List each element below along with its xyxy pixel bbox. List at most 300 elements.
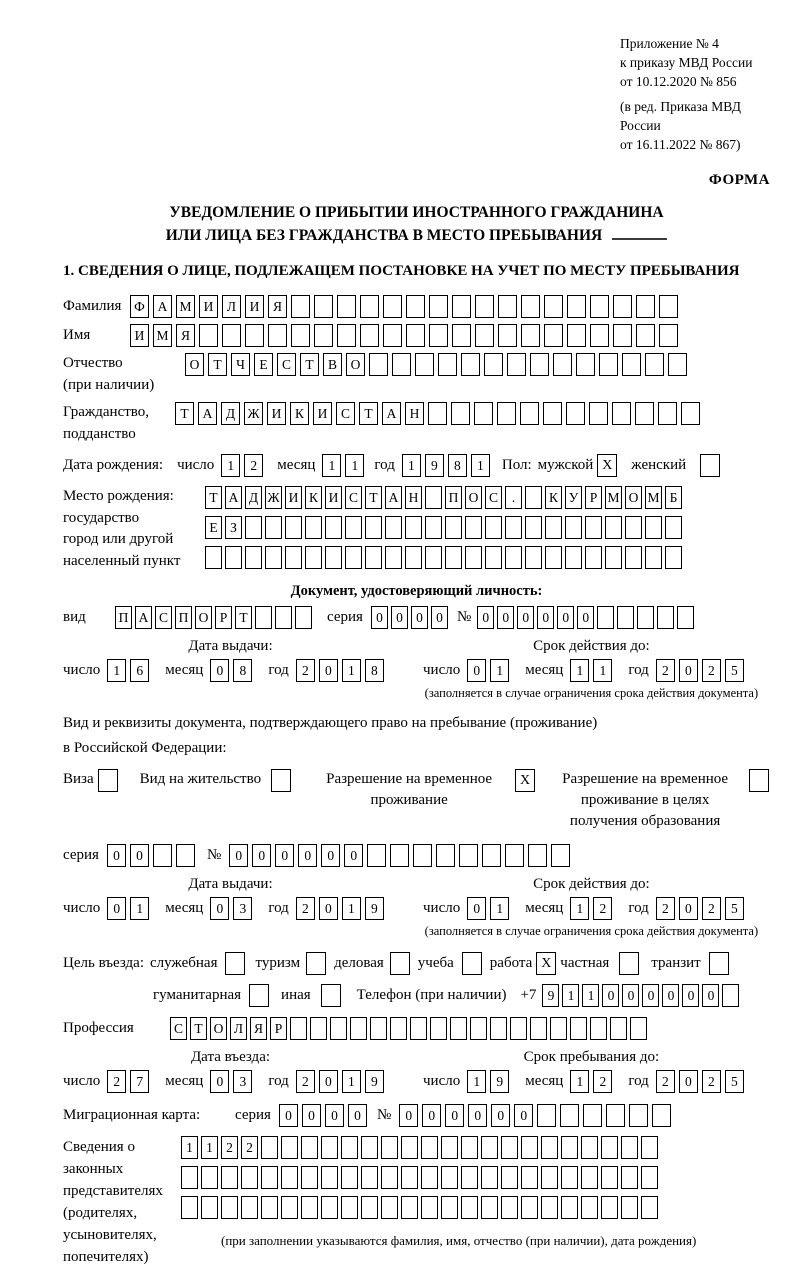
form-cell[interactable] (451, 402, 470, 425)
form-cell[interactable]: А (385, 486, 402, 509)
form-cell[interactable]: 0 (679, 897, 698, 920)
form-cell[interactable] (441, 1136, 458, 1159)
form-cell[interactable]: 1 (342, 1070, 361, 1093)
form-cell[interactable] (383, 295, 402, 318)
form-cell[interactable]: 0 (497, 606, 514, 629)
form-cell[interactable] (659, 295, 678, 318)
form-cell[interactable] (485, 546, 502, 569)
form-cell[interactable] (521, 1196, 538, 1219)
form-cell[interactable] (291, 295, 310, 318)
form-cell[interactable] (461, 1196, 478, 1219)
form-cell[interactable] (385, 546, 402, 569)
form-cell[interactable] (565, 516, 582, 539)
form-cell[interactable] (543, 402, 562, 425)
form-cell[interactable]: З (225, 516, 242, 539)
form-cell[interactable] (345, 546, 362, 569)
form-cell[interactable] (421, 1166, 438, 1189)
form-cell[interactable] (521, 324, 540, 347)
form-cell[interactable]: 0 (321, 844, 340, 867)
form-cell[interactable] (341, 1196, 358, 1219)
form-cell[interactable]: 2 (107, 1070, 126, 1093)
form-cell[interactable] (481, 1136, 498, 1159)
form-cell[interactable]: 0 (348, 1104, 367, 1127)
form-cell[interactable] (301, 1166, 318, 1189)
temp-residence-checkbox[interactable]: X (515, 769, 535, 792)
form-cell[interactable]: 0 (557, 606, 574, 629)
form-cell[interactable] (459, 844, 478, 867)
form-cell[interactable] (410, 1017, 427, 1040)
form-cell[interactable] (381, 1136, 398, 1159)
form-cell[interactable] (525, 516, 542, 539)
form-cell[interactable] (285, 546, 302, 569)
form-cell[interactable] (361, 1166, 378, 1189)
form-cell[interactable] (581, 1136, 598, 1159)
form-cell[interactable] (275, 606, 292, 629)
form-cell[interactable] (325, 516, 342, 539)
sex-male-checkbox[interactable]: X (597, 454, 617, 477)
form-cell[interactable]: У (565, 486, 582, 509)
form-cell[interactable]: 1 (570, 659, 589, 682)
form-cell[interactable]: 0 (467, 659, 486, 682)
form-cell[interactable] (567, 324, 586, 347)
form-cell[interactable]: 2 (656, 1070, 675, 1093)
form-cell[interactable] (360, 324, 379, 347)
form-cell[interactable]: Т (208, 353, 227, 376)
form-cell[interactable] (401, 1166, 418, 1189)
form-cell[interactable] (285, 516, 302, 539)
form-cell[interactable]: Ж (244, 402, 263, 425)
form-cell[interactable] (281, 1166, 298, 1189)
form-cell[interactable] (541, 1136, 558, 1159)
form-cell[interactable]: 0 (477, 606, 494, 629)
residence-permit-checkbox[interactable] (271, 769, 291, 792)
form-cell[interactable] (421, 1136, 438, 1159)
form-cell[interactable] (321, 1136, 338, 1159)
purpose-business-checkbox[interactable] (390, 952, 410, 975)
form-cell[interactable]: П (445, 486, 462, 509)
form-cell[interactable] (425, 516, 442, 539)
form-cell[interactable] (581, 1196, 598, 1219)
form-cell[interactable]: 0 (467, 897, 486, 920)
form-cell[interactable]: 9 (365, 1070, 384, 1093)
form-cell[interactable]: Л (222, 295, 241, 318)
form-cell[interactable]: Ф (130, 295, 149, 318)
form-cell[interactable] (665, 516, 682, 539)
form-cell[interactable]: Р (585, 486, 602, 509)
form-cell[interactable] (245, 324, 264, 347)
form-cell[interactable]: 0 (602, 984, 619, 1007)
form-cell[interactable]: 2 (702, 659, 721, 682)
form-cell[interactable] (560, 1104, 579, 1127)
form-cell[interactable] (261, 1136, 278, 1159)
form-cell[interactable] (576, 353, 595, 376)
form-cell[interactable] (641, 1136, 658, 1159)
form-cell[interactable]: С (155, 606, 172, 629)
form-cell[interactable]: 0 (682, 984, 699, 1007)
form-cell[interactable] (199, 324, 218, 347)
form-cell[interactable] (261, 1196, 278, 1219)
form-cell[interactable] (589, 402, 608, 425)
form-cell[interactable] (452, 324, 471, 347)
form-cell[interactable]: 2 (241, 1136, 258, 1159)
form-cell[interactable] (561, 1166, 578, 1189)
form-cell[interactable]: 0 (422, 1104, 441, 1127)
form-cell[interactable]: О (185, 353, 204, 376)
form-cell[interactable] (221, 1166, 238, 1189)
purpose-private-checkbox[interactable] (619, 952, 639, 975)
form-cell[interactable]: 0 (298, 844, 317, 867)
form-cell[interactable]: И (199, 295, 218, 318)
form-cell[interactable] (225, 546, 242, 569)
form-cell[interactable] (645, 516, 662, 539)
form-cell[interactable] (301, 1136, 318, 1159)
form-cell[interactable] (401, 1136, 418, 1159)
form-cell[interactable]: 2 (702, 1070, 721, 1093)
form-cell[interactable]: С (277, 353, 296, 376)
form-cell[interactable] (310, 1017, 327, 1040)
form-cell[interactable]: Ч (231, 353, 250, 376)
form-cell[interactable]: Д (221, 402, 240, 425)
form-cell[interactable] (268, 324, 287, 347)
form-cell[interactable] (305, 546, 322, 569)
form-cell[interactable] (621, 1166, 638, 1189)
form-cell[interactable] (461, 353, 480, 376)
form-cell[interactable]: Ж (265, 486, 282, 509)
form-cell[interactable] (521, 1166, 538, 1189)
form-cell[interactable] (205, 546, 222, 569)
form-cell[interactable]: 9 (542, 984, 559, 1007)
purpose-humanitarian-checkbox[interactable] (249, 984, 269, 1007)
form-cell[interactable] (321, 1196, 338, 1219)
form-cell[interactable] (222, 324, 241, 347)
form-cell[interactable]: Р (215, 606, 232, 629)
form-cell[interactable]: 0 (431, 606, 448, 629)
form-cell[interactable]: 2 (296, 659, 315, 682)
form-cell[interactable]: 2 (296, 1070, 315, 1093)
form-cell[interactable] (482, 844, 501, 867)
form-cell[interactable] (201, 1196, 218, 1219)
form-cell[interactable] (636, 295, 655, 318)
purpose-study-checkbox[interactable] (462, 952, 482, 975)
form-cell[interactable]: 1 (342, 659, 361, 682)
form-cell[interactable] (658, 402, 677, 425)
form-cell[interactable]: 0 (642, 984, 659, 1007)
form-cell[interactable]: 1 (570, 1070, 589, 1093)
form-cell[interactable]: 0 (514, 1104, 533, 1127)
form-cell[interactable] (445, 516, 462, 539)
form-cell[interactable] (392, 353, 411, 376)
form-cell[interactable]: С (336, 402, 355, 425)
form-cell[interactable] (436, 844, 455, 867)
form-cell[interactable]: Е (205, 516, 222, 539)
form-cell[interactable] (561, 1196, 578, 1219)
form-cell[interactable] (652, 1104, 671, 1127)
form-cell[interactable] (570, 1017, 587, 1040)
form-cell[interactable]: 0 (622, 984, 639, 1007)
form-cell[interactable]: 2 (656, 897, 675, 920)
form-cell[interactable] (341, 1166, 358, 1189)
form-cell[interactable] (561, 1136, 578, 1159)
form-cell[interactable]: 1 (181, 1136, 198, 1159)
form-cell[interactable] (501, 1136, 518, 1159)
form-cell[interactable] (722, 984, 739, 1007)
form-cell[interactable] (475, 324, 494, 347)
form-cell[interactable]: К (305, 486, 322, 509)
form-cell[interactable]: 0 (275, 844, 294, 867)
form-cell[interactable]: 0 (411, 606, 428, 629)
form-cell[interactable]: 5 (725, 659, 744, 682)
form-cell[interactable] (425, 546, 442, 569)
form-cell[interactable]: О (465, 486, 482, 509)
form-cell[interactable]: 0 (577, 606, 594, 629)
form-cell[interactable]: 1 (345, 454, 364, 477)
form-cell[interactable]: В (323, 353, 342, 376)
form-cell[interactable] (507, 353, 526, 376)
form-cell[interactable]: К (290, 402, 309, 425)
form-cell[interactable] (606, 1104, 625, 1127)
form-cell[interactable] (406, 324, 425, 347)
form-cell[interactable] (429, 295, 448, 318)
form-cell[interactable] (369, 353, 388, 376)
form-cell[interactable]: Т (235, 606, 252, 629)
form-cell[interactable] (657, 606, 674, 629)
form-cell[interactable]: 0 (319, 1070, 338, 1093)
form-cell[interactable] (245, 546, 262, 569)
form-cell[interactable]: 6 (130, 659, 149, 682)
form-cell[interactable]: 0 (537, 606, 554, 629)
form-cell[interactable]: П (175, 606, 192, 629)
form-cell[interactable]: 8 (365, 659, 384, 682)
form-cell[interactable]: 2 (244, 454, 263, 477)
form-cell[interactable]: Я (268, 295, 287, 318)
form-cell[interactable]: 1 (570, 897, 589, 920)
form-cell[interactable] (567, 295, 586, 318)
form-cell[interactable]: 1 (490, 659, 509, 682)
form-cell[interactable] (530, 1017, 547, 1040)
form-cell[interactable]: И (313, 402, 332, 425)
form-cell[interactable] (581, 1166, 598, 1189)
form-cell[interactable]: 0 (399, 1104, 418, 1127)
form-cell[interactable]: 0 (371, 606, 388, 629)
form-cell[interactable]: 0 (391, 606, 408, 629)
form-cell[interactable] (221, 1196, 238, 1219)
form-cell[interactable]: 0 (679, 659, 698, 682)
form-cell[interactable] (330, 1017, 347, 1040)
form-cell[interactable]: 9 (365, 897, 384, 920)
purpose-transit-checkbox[interactable] (709, 952, 729, 975)
purpose-work-checkbox[interactable]: X (536, 952, 556, 975)
form-cell[interactable]: Я (176, 324, 195, 347)
form-cell[interactable] (545, 516, 562, 539)
form-cell[interactable] (465, 546, 482, 569)
form-cell[interactable]: И (267, 402, 286, 425)
form-cell[interactable] (553, 353, 572, 376)
form-cell[interactable] (528, 844, 547, 867)
form-cell[interactable]: 0 (229, 844, 248, 867)
form-cell[interactable] (176, 844, 195, 867)
form-cell[interactable]: 0 (279, 1104, 298, 1127)
form-cell[interactable] (428, 402, 447, 425)
form-cell[interactable] (601, 1166, 618, 1189)
form-cell[interactable] (481, 1196, 498, 1219)
form-cell[interactable]: И (130, 324, 149, 347)
form-cell[interactable] (613, 324, 632, 347)
form-cell[interactable]: О (195, 606, 212, 629)
form-cell[interactable] (585, 516, 602, 539)
form-cell[interactable] (610, 1017, 627, 1040)
form-cell[interactable]: 2 (593, 897, 612, 920)
form-cell[interactable] (544, 295, 563, 318)
form-cell[interactable] (505, 844, 524, 867)
form-cell[interactable] (321, 1166, 338, 1189)
form-cell[interactable]: 1 (130, 897, 149, 920)
form-cell[interactable] (625, 546, 642, 569)
form-cell[interactable] (325, 546, 342, 569)
form-cell[interactable]: П (115, 606, 132, 629)
form-cell[interactable]: Д (245, 486, 262, 509)
form-cell[interactable]: 0 (491, 1104, 510, 1127)
form-cell[interactable] (630, 1017, 647, 1040)
form-cell[interactable] (622, 353, 641, 376)
form-cell[interactable]: Т (175, 402, 194, 425)
form-cell[interactable]: 0 (252, 844, 271, 867)
form-cell[interactable] (668, 353, 687, 376)
form-cell[interactable] (465, 516, 482, 539)
form-cell[interactable] (181, 1166, 198, 1189)
form-cell[interactable] (314, 324, 333, 347)
form-cell[interactable] (350, 1017, 367, 1040)
form-cell[interactable]: 5 (725, 897, 744, 920)
form-cell[interactable] (429, 324, 448, 347)
form-cell[interactable] (441, 1166, 458, 1189)
form-cell[interactable]: 0 (319, 659, 338, 682)
form-cell[interactable]: 2 (702, 897, 721, 920)
form-cell[interactable]: Т (300, 353, 319, 376)
form-cell[interactable]: О (625, 486, 642, 509)
form-cell[interactable]: А (135, 606, 152, 629)
form-cell[interactable]: 0 (468, 1104, 487, 1127)
form-cell[interactable]: И (245, 295, 264, 318)
form-cell[interactable] (406, 295, 425, 318)
form-cell[interactable]: 3 (233, 897, 252, 920)
form-cell[interactable] (390, 844, 409, 867)
form-cell[interactable]: 1 (342, 897, 361, 920)
form-cell[interactable] (629, 1104, 648, 1127)
form-cell[interactable]: 0 (445, 1104, 464, 1127)
form-cell[interactable]: 0 (210, 659, 229, 682)
form-cell[interactable] (530, 353, 549, 376)
sex-female-checkbox[interactable] (700, 454, 720, 477)
form-cell[interactable] (645, 353, 664, 376)
form-cell[interactable] (583, 1104, 602, 1127)
form-cell[interactable] (401, 1196, 418, 1219)
form-cell[interactable] (612, 402, 631, 425)
form-cell[interactable] (545, 546, 562, 569)
form-cell[interactable] (390, 1017, 407, 1040)
form-cell[interactable] (597, 606, 614, 629)
form-cell[interactable] (345, 516, 362, 539)
form-cell[interactable] (441, 1196, 458, 1219)
form-cell[interactable] (635, 402, 654, 425)
form-cell[interactable]: 0 (517, 606, 534, 629)
form-cell[interactable]: К (545, 486, 562, 509)
form-cell[interactable]: 0 (679, 1070, 698, 1093)
form-cell[interactable]: Н (405, 402, 424, 425)
form-cell[interactable] (505, 516, 522, 539)
form-cell[interactable] (281, 1196, 298, 1219)
form-cell[interactable] (601, 1196, 618, 1219)
form-cell[interactable]: Н (405, 486, 422, 509)
form-cell[interactable] (405, 546, 422, 569)
form-cell[interactable]: Б (665, 486, 682, 509)
form-cell[interactable] (245, 516, 262, 539)
form-cell[interactable] (383, 324, 402, 347)
form-cell[interactable]: 0 (344, 844, 363, 867)
form-cell[interactable]: 1 (582, 984, 599, 1007)
form-cell[interactable]: А (382, 402, 401, 425)
form-cell[interactable]: С (345, 486, 362, 509)
form-cell[interactable] (659, 324, 678, 347)
form-cell[interactable]: Т (359, 402, 378, 425)
form-cell[interactable]: 0 (325, 1104, 344, 1127)
form-cell[interactable] (361, 1196, 378, 1219)
form-cell[interactable]: 3 (233, 1070, 252, 1093)
form-cell[interactable]: 9 (425, 454, 444, 477)
form-cell[interactable]: О (210, 1017, 227, 1040)
form-cell[interactable]: 0 (130, 844, 149, 867)
form-cell[interactable] (601, 1136, 618, 1159)
form-cell[interactable]: 1 (221, 454, 240, 477)
form-cell[interactable]: 0 (662, 984, 679, 1007)
form-cell[interactable] (665, 546, 682, 569)
form-cell[interactable]: 1 (467, 1070, 486, 1093)
form-cell[interactable] (641, 1196, 658, 1219)
form-cell[interactable] (621, 1136, 638, 1159)
form-cell[interactable]: 0 (107, 897, 126, 920)
form-cell[interactable]: 1 (322, 454, 341, 477)
form-cell[interactable]: 2 (296, 897, 315, 920)
form-cell[interactable]: А (153, 295, 172, 318)
form-cell[interactable] (367, 844, 386, 867)
form-cell[interactable] (265, 546, 282, 569)
form-cell[interactable] (637, 606, 654, 629)
form-cell[interactable]: М (176, 295, 195, 318)
form-cell[interactable] (385, 516, 402, 539)
form-cell[interactable] (613, 295, 632, 318)
form-cell[interactable] (461, 1166, 478, 1189)
form-cell[interactable]: С (170, 1017, 187, 1040)
form-cell[interactable]: 0 (107, 844, 126, 867)
form-cell[interactable]: 1 (107, 659, 126, 682)
form-cell[interactable]: Т (190, 1017, 207, 1040)
form-cell[interactable]: 1 (490, 897, 509, 920)
form-cell[interactable]: 0 (702, 984, 719, 1007)
form-cell[interactable] (337, 295, 356, 318)
form-cell[interactable] (525, 486, 542, 509)
form-cell[interactable] (484, 353, 503, 376)
form-cell[interactable] (641, 1166, 658, 1189)
form-cell[interactable] (261, 1166, 278, 1189)
form-cell[interactable]: 7 (130, 1070, 149, 1093)
form-cell[interactable]: 0 (210, 897, 229, 920)
form-cell[interactable] (281, 1136, 298, 1159)
form-cell[interactable]: А (198, 402, 217, 425)
form-cell[interactable] (425, 486, 442, 509)
form-cell[interactable] (360, 295, 379, 318)
form-cell[interactable] (337, 324, 356, 347)
form-cell[interactable]: 8 (448, 454, 467, 477)
purpose-other-checkbox[interactable] (321, 984, 341, 1007)
